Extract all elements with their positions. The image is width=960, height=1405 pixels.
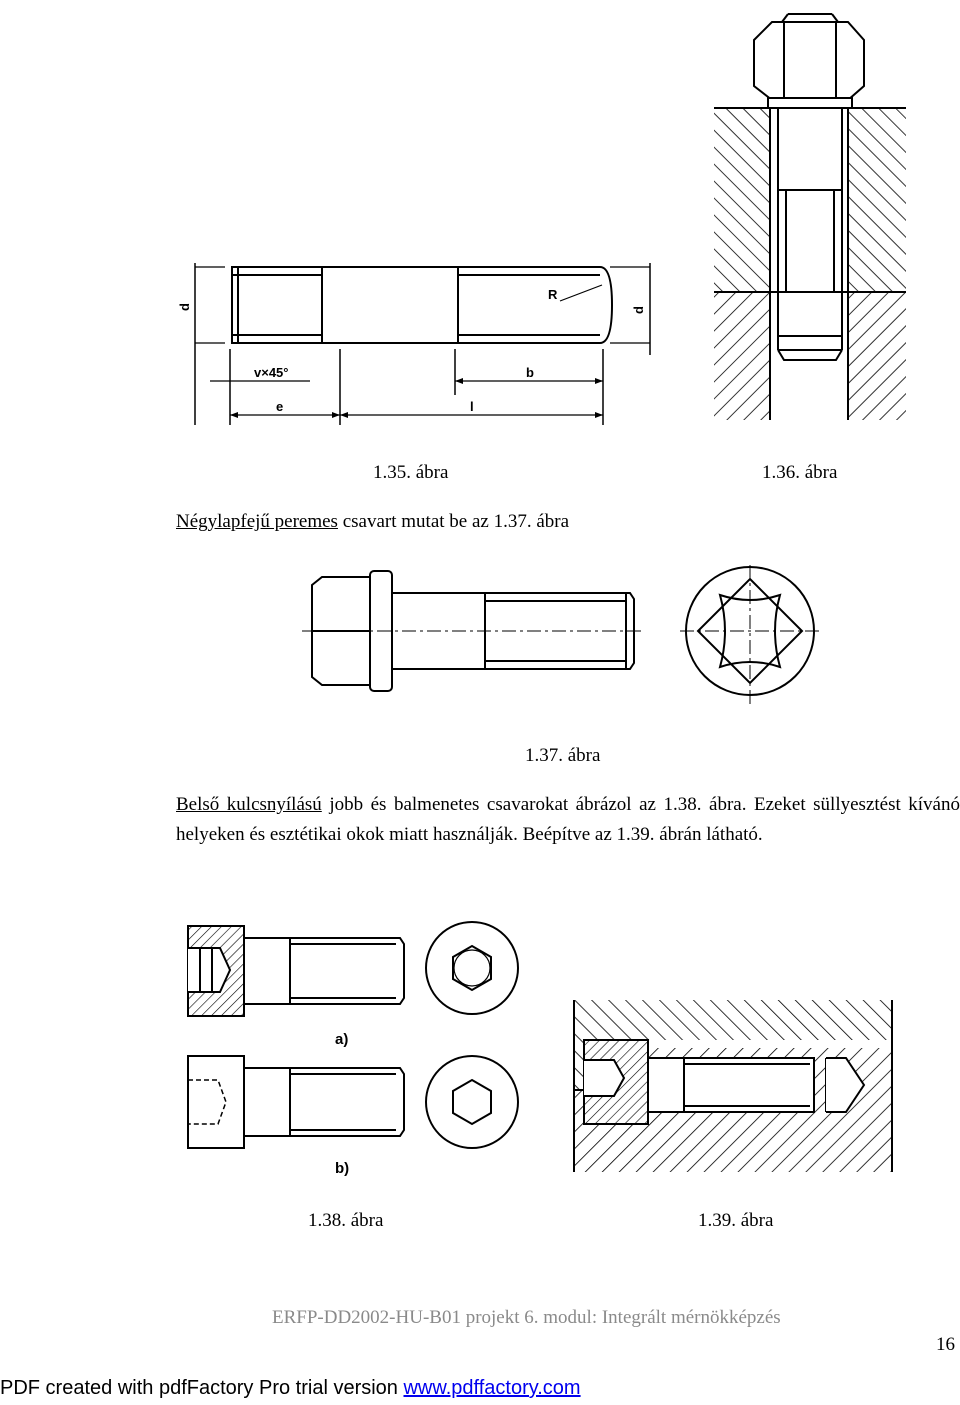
figure-1-35-stud-bolt [170, 255, 670, 435]
caption-1-35: 1.35. ábra [373, 462, 449, 483]
figure-1-36-stud-assembly [712, 10, 908, 422]
paragraph-square-head-bolt [176, 507, 876, 537]
label-b: b) [335, 1160, 350, 1177]
paragraph-1-text: csavart mutat be az 1.37. ábra [337, 511, 570, 532]
label-v45: v×45° [254, 365, 289, 380]
label-R: R [548, 287, 558, 302]
label-a: a) [335, 1031, 349, 1048]
figure-1-39-installed-socket-bolt [572, 998, 894, 1174]
label-d-left: d [177, 303, 192, 311]
figure-1-37-flange-bolt [300, 565, 840, 710]
page-number: 16 [936, 1334, 955, 1355]
pdf-banner [0, 1377, 581, 1400]
underlined-term-1: Négylapfejű peremes [176, 511, 338, 532]
label-d-right: d [631, 306, 646, 314]
label-b: b [526, 365, 534, 380]
label-l: l [470, 399, 474, 414]
label-e: e [276, 399, 284, 414]
paragraph-socket-head-bolts [176, 790, 960, 850]
caption-1-36: 1.36. ábra [762, 462, 838, 483]
underlined-term-2: Belső kulcsnyílású [176, 794, 322, 815]
figure-1-38-socket-bolts [180, 918, 525, 1180]
caption-1-37: 1.37. ábra [525, 745, 601, 766]
paragraph-2-text: jobb és balmenetes csavarokat ábrázol az 1.38. ábra. Ezeket süllyesztést kívánó helyeken és esztétikai okok miatt használják. Beépítve az 1.39. ábrán látható. [176, 794, 960, 845]
pdffactory-link[interactable]: www.pdffactory.com [403, 1377, 581, 1399]
caption-1-39: 1.39. ábra [698, 1210, 774, 1231]
pdf-banner-text: PDF created with pdfFactory Pro trial version [0, 1377, 404, 1399]
caption-1-38: 1.38. ábra [308, 1210, 384, 1231]
page-footer: ERFP-DD2002-HU-B01 projekt 6. modul: Integrált mérnökképzés [272, 1307, 781, 1328]
